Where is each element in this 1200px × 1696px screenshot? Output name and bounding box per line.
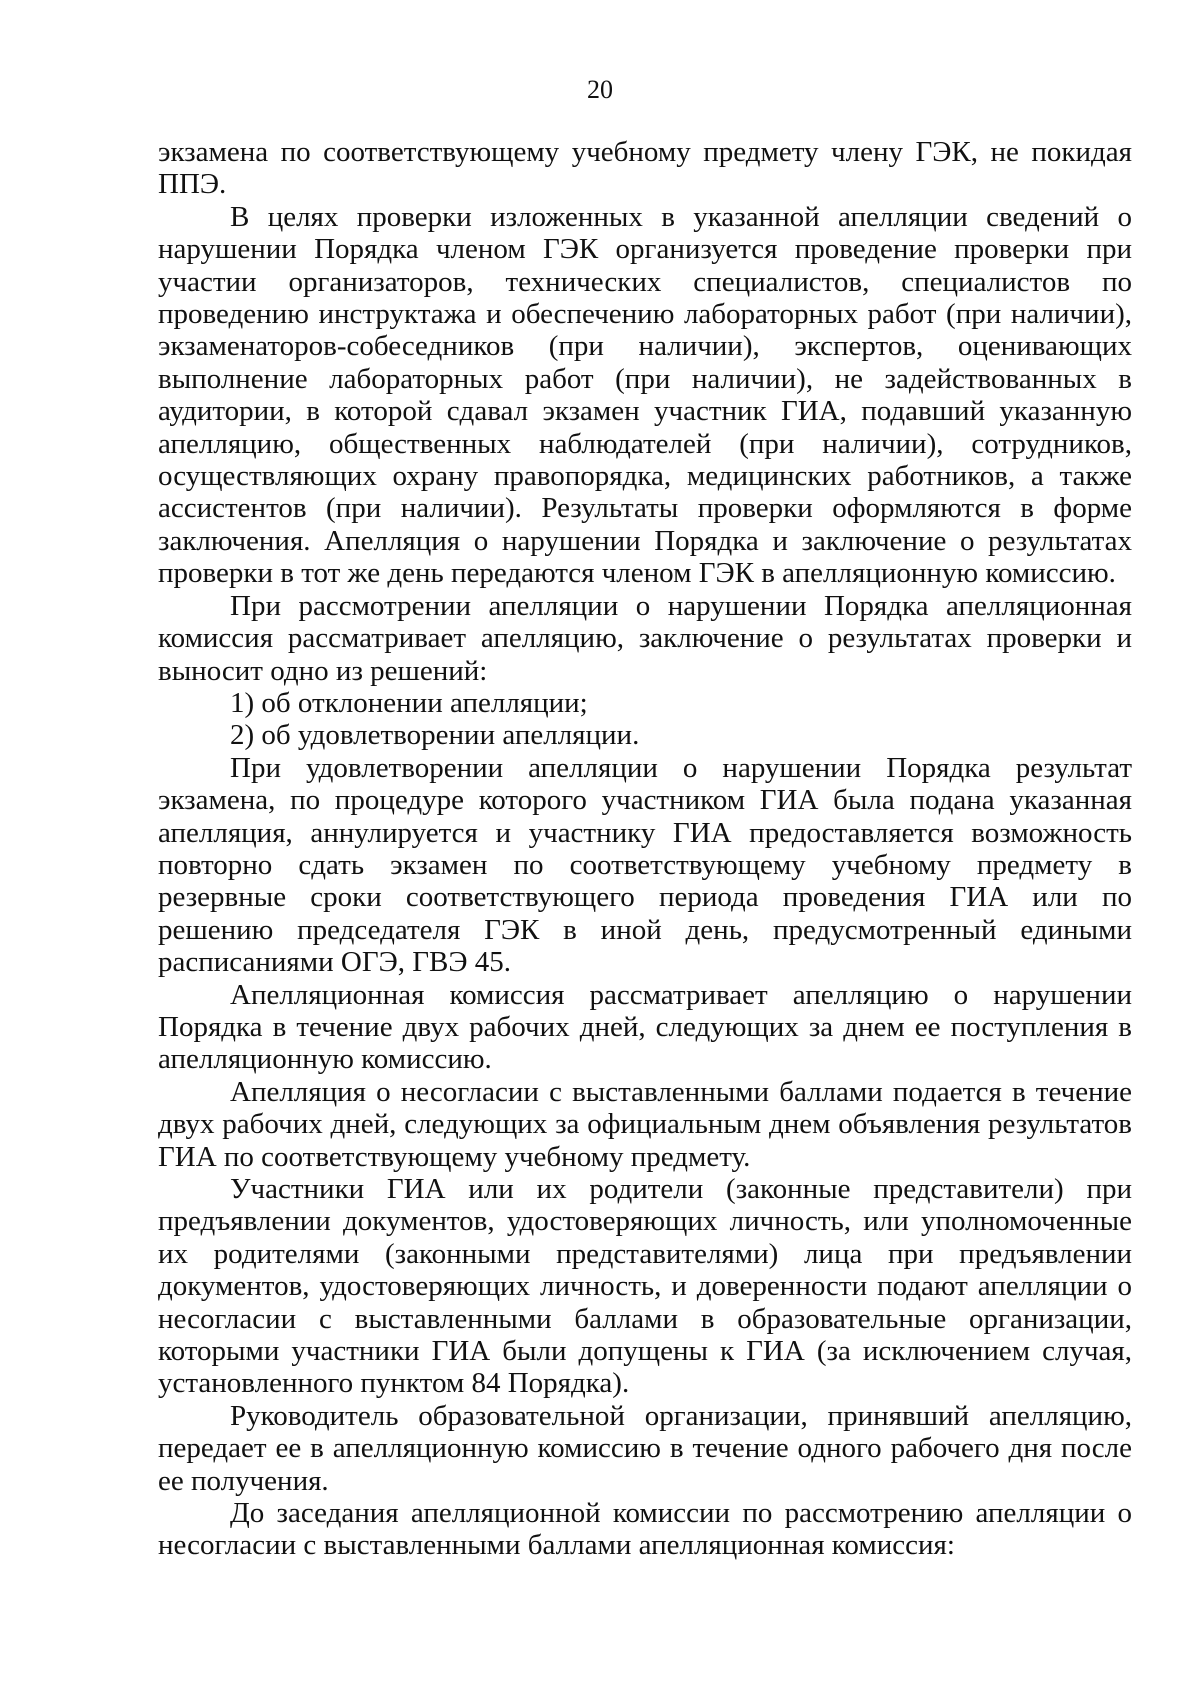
paragraph-annulment: При удовлетворении апелляции о нарушении Порядка результат экзамена, по процедуре которого участником ГИА была подана указанная апелляция, аннулируется и участнику ГИА предоставляется возможность повторно сдать экзамен по соответствующему учебному предмету в резервные сроки соответствующего периода проведения ГИА или по решению председателя ГЭК в иной день, предусмотренный едиными расписаниями ОГЭ, ГВЭ 45. — [158, 751, 1132, 979]
paragraph-head-transfers: Руководитель образовательной организации, принявший апелляцию, передает ее в апелляционную комиссию в течение одного рабочего дня после ее получения. — [158, 1399, 1132, 1497]
document-body — [158, 136, 1132, 1562]
paragraph-who-submits: Участники ГИА или их родители (законные представители) при предъявлении документов, удостоверяющих личность, или уполномоченные их родителями (законными представителями) лица при предъявлении документов, удостоверяющих личность, и доверенности подают апелляции о несогласии с выставленными баллами в образовательные организации, которыми участники ГИА были допущены к ГИА (за исключением случая, установленного пунктом 84 Порядка). — [158, 1173, 1132, 1400]
paragraph-before-meeting: До заседания апелляционной комиссии по рассмотрению апелляции о несогласии с выставленными баллами апелляционная комиссия: — [158, 1497, 1132, 1562]
list-item-rejection: 1) об отклонении апелляции; — [230, 686, 588, 719]
list-item-satisfaction: 2) об удовлетворении апелляции. — [230, 719, 640, 752]
paragraph-review: При рассмотрении апелляции о нарушении Порядка апелляционная комиссия рассматривает апелляцию, заключение о результатах проверки и выносит одно из решений: — [158, 589, 1132, 687]
paragraph-continuation: экзамена по соответствующему учебному предмету члену ГЭК, не покидая ППЭ. — [158, 136, 1132, 201]
paragraph-inspection: В целях проверки изложенных в указанной апелляции сведений о нарушении Порядка членом ГЭК организуется проведение проверки при участии организаторов, технических специалистов, специалистов по проведению инструктажа и обеспечению лабораторных работ (при наличии), экзаменаторов-собеседников (при наличии), экспертов, оценивающих выполнение лабораторных работ (при наличии), не задействованных в аудитории, в которой сдавал экзамен участник ГИА, подавший указанную апелляцию, общественных наблюдателей (при наличии), сотрудников, осуществляющих охрану правопорядка, медицинских работников, а также ассистентов (при наличии). Результаты проверки оформляются в форме заключения. Апелляция о нарушении Порядка и заключение о результатах проверки в тот же день передаются членом ГЭК в апелляционную комиссию. — [158, 200, 1132, 590]
paragraph-review-period: Апелляционная комиссия рассматривает апелляцию о нарушении Порядка в течение двух рабочих дней, следующих за днем ее поступления в апелляционную комиссию. — [158, 978, 1132, 1076]
page-number: 20 — [587, 75, 613, 104]
paragraph-score-appeal-deadline: Апелляция о несогласии с выставленными баллами подается в течение двух рабочих дней, следующих за официальным днем объявления результатов ГИА по соответствующему учебному предмету. — [158, 1075, 1132, 1173]
